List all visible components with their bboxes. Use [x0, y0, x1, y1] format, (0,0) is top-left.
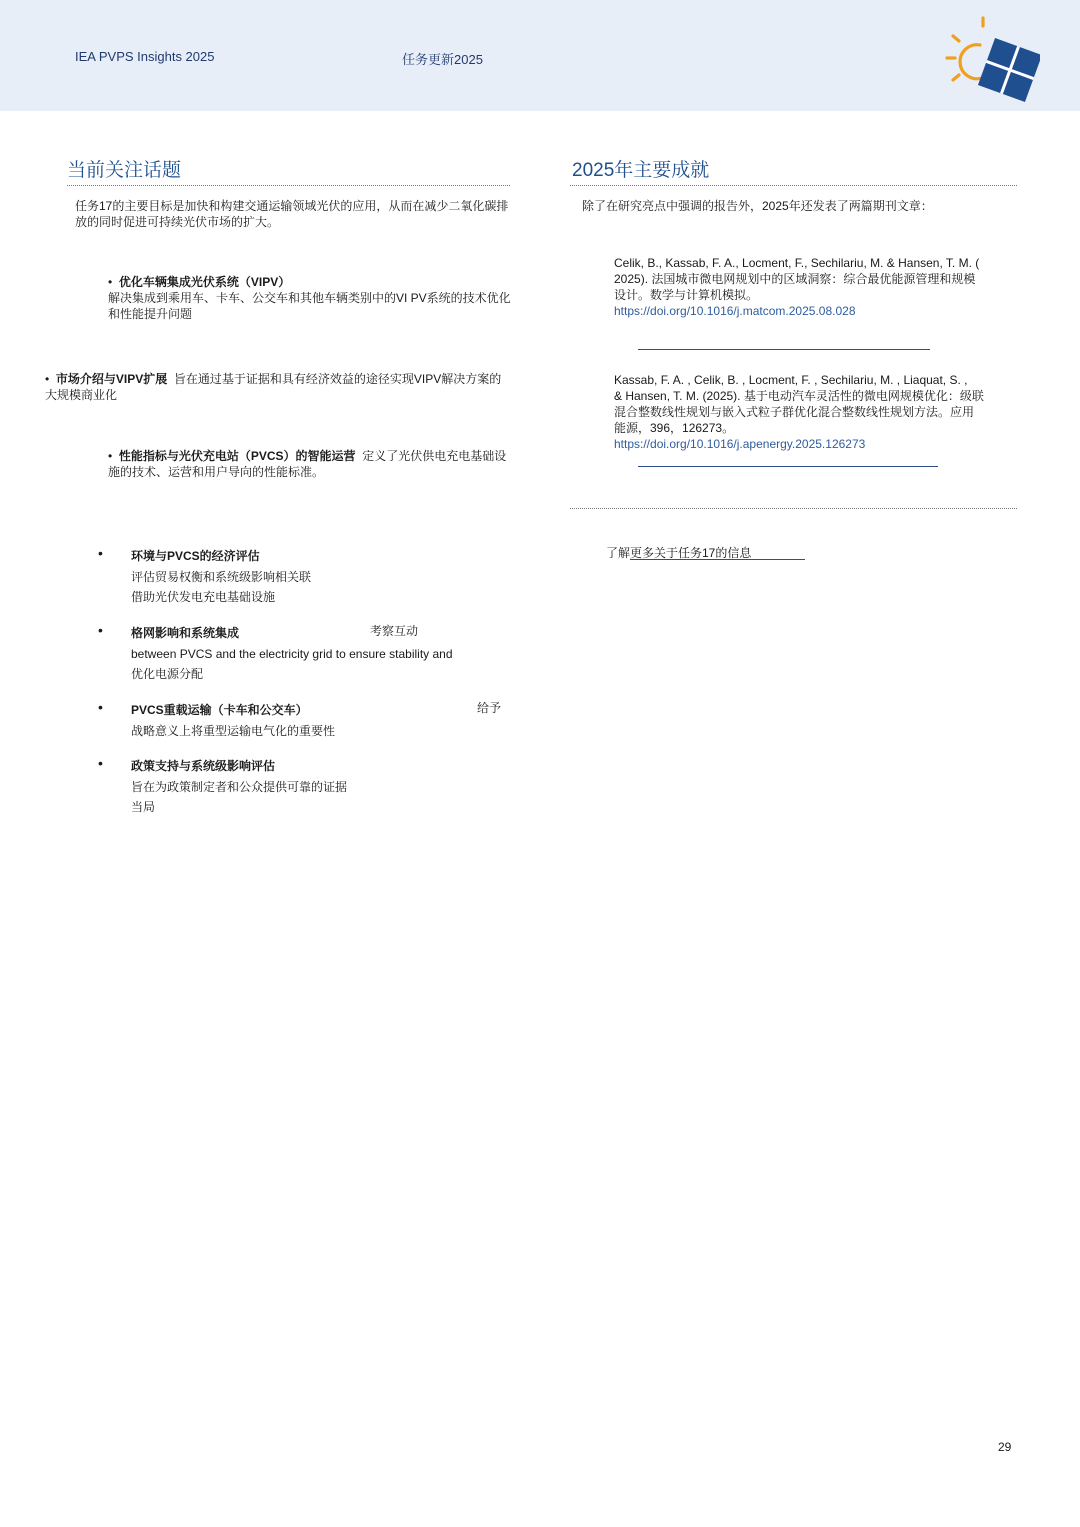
list-item-line: 旨在为政策制定者和公众提供可靠的证据	[131, 779, 348, 794]
reference-line: & Hansen, T. M. (2025). 基于电动汽车灵活性的微电网规模优化：级联	[614, 389, 984, 403]
left-title-rule	[67, 185, 510, 186]
list-item-title: 政策支持与系统级影响评估	[131, 759, 276, 773]
list-item-policy	[131, 756, 511, 818]
topic-text: 旨在通过基于证据和具有经济效益的途径实现VIPV解决方案的大规模商业化	[45, 372, 502, 402]
topic-title: 性能指标与光伏充电站（PVCS）的智能运营	[118, 449, 356, 463]
reference-divider	[638, 466, 938, 467]
reference-line: Celik, B., Kassab, F. A., Locment, F., Sechilariu, M. & Hansen, T. M. (	[614, 256, 980, 270]
list-item-line: 战略意义上将重型运输电气化的重要性	[131, 723, 336, 738]
list-item-line: 当局	[131, 800, 156, 814]
list-item-aside: 考察互动	[370, 624, 419, 638]
topic-title: 市场介绍与VIPV扩展	[55, 372, 168, 386]
reference-2	[614, 372, 1024, 452]
task-objective-text: 任务17的主要目标是加快和构建交通运输领域光伏的应用，从而在减少二氧化碳排放的同时促进可持续光伏市场的扩大。	[75, 199, 509, 229]
list-item-line: 评估贸易权衡和系统级影响相关联	[131, 569, 312, 584]
list-item-aside: 给予	[477, 701, 502, 715]
reference-doi-link[interactable]: https://doi.org/10.1016/j.apenergy.2025.126273	[614, 437, 866, 451]
achievements-intro: 除了在研究亮点中强调的报告外，2025年还发表了两篇期刊文章：	[582, 199, 933, 213]
reference-line: 能源，396，126273。	[614, 421, 735, 435]
topic-bullet: •	[45, 372, 50, 386]
reference-1	[614, 255, 1024, 319]
list-item-line: 借助光伏发电充电基础设施	[131, 590, 276, 604]
reference-doi-link[interactable]: https://doi.org/10.1016/j.matcom.2025.08.028	[614, 304, 856, 318]
list-item-heavy-transport	[131, 700, 511, 741]
reference-line: 设计。数学与计算机模拟。	[614, 288, 759, 302]
topic-text: 解决集成到乘用车、卡车、公交车和其他车辆类别中的VI PV系统的技术优化和性能提升问题	[108, 291, 511, 321]
topic-market-vipv	[45, 371, 513, 403]
list-item-line: 优化电源分配	[131, 667, 204, 681]
list-item-env-eco	[131, 546, 511, 608]
topic-text: 定义了光伏供电充电基础设施的技术、运营和用户导向的性能标准。	[108, 449, 507, 479]
achievements-title: 2025年主要成就	[572, 160, 710, 181]
sun-solar-panel-logo-icon	[944, 14, 1040, 104]
list-item-title: PVCS重载运输（卡车和公交车）	[131, 703, 308, 717]
list-bullet: •	[98, 622, 103, 638]
list-bullet: •	[98, 699, 103, 715]
reference-line: Kassab, F. A. , Celik, B. , Locment, F. , Sechilariu, M. , Liaquat, S. ,	[614, 373, 968, 387]
topic-title: 优化车辆集成光伏系统（VIPV）	[118, 275, 291, 289]
list-item-title: 格网影响和系统集成	[131, 626, 240, 640]
current-topics-title: 当前关注话题	[67, 160, 182, 181]
list-bullet: •	[98, 755, 103, 771]
reference-line: 混合整数线性规划与嵌入式粒子群优化混合整数线性规划方法。应用	[614, 405, 975, 419]
learn-more-underline	[630, 559, 805, 560]
reference-divider	[638, 349, 930, 350]
right-title-rule	[570, 185, 1017, 186]
list-item-line: between PVCS and the electricity grid to ensure stability and	[131, 646, 453, 661]
page-number: 29	[998, 1440, 1012, 1454]
list-item-grid-impact	[131, 623, 511, 685]
header-section: 任务更新2025	[402, 52, 483, 67]
learn-more-link[interactable]: 了解更多关于任务17的信息	[606, 546, 752, 560]
reference-line: 2025). 法国城市微电网规划中的区域洞察：综合最优能源管理和规模	[614, 272, 976, 286]
topic-bullet: •	[108, 275, 113, 289]
header-publication: IEA PVPS Insights 2025	[75, 49, 215, 64]
list-item-title: 环境与PVCS的经济评估	[131, 549, 260, 563]
topic-vipv-optimization	[108, 274, 513, 322]
list-bullet: •	[98, 545, 103, 561]
right-bottom-rule	[570, 508, 1017, 509]
topic-pvcs-performance	[108, 448, 513, 480]
topic-bullet: •	[108, 449, 113, 463]
